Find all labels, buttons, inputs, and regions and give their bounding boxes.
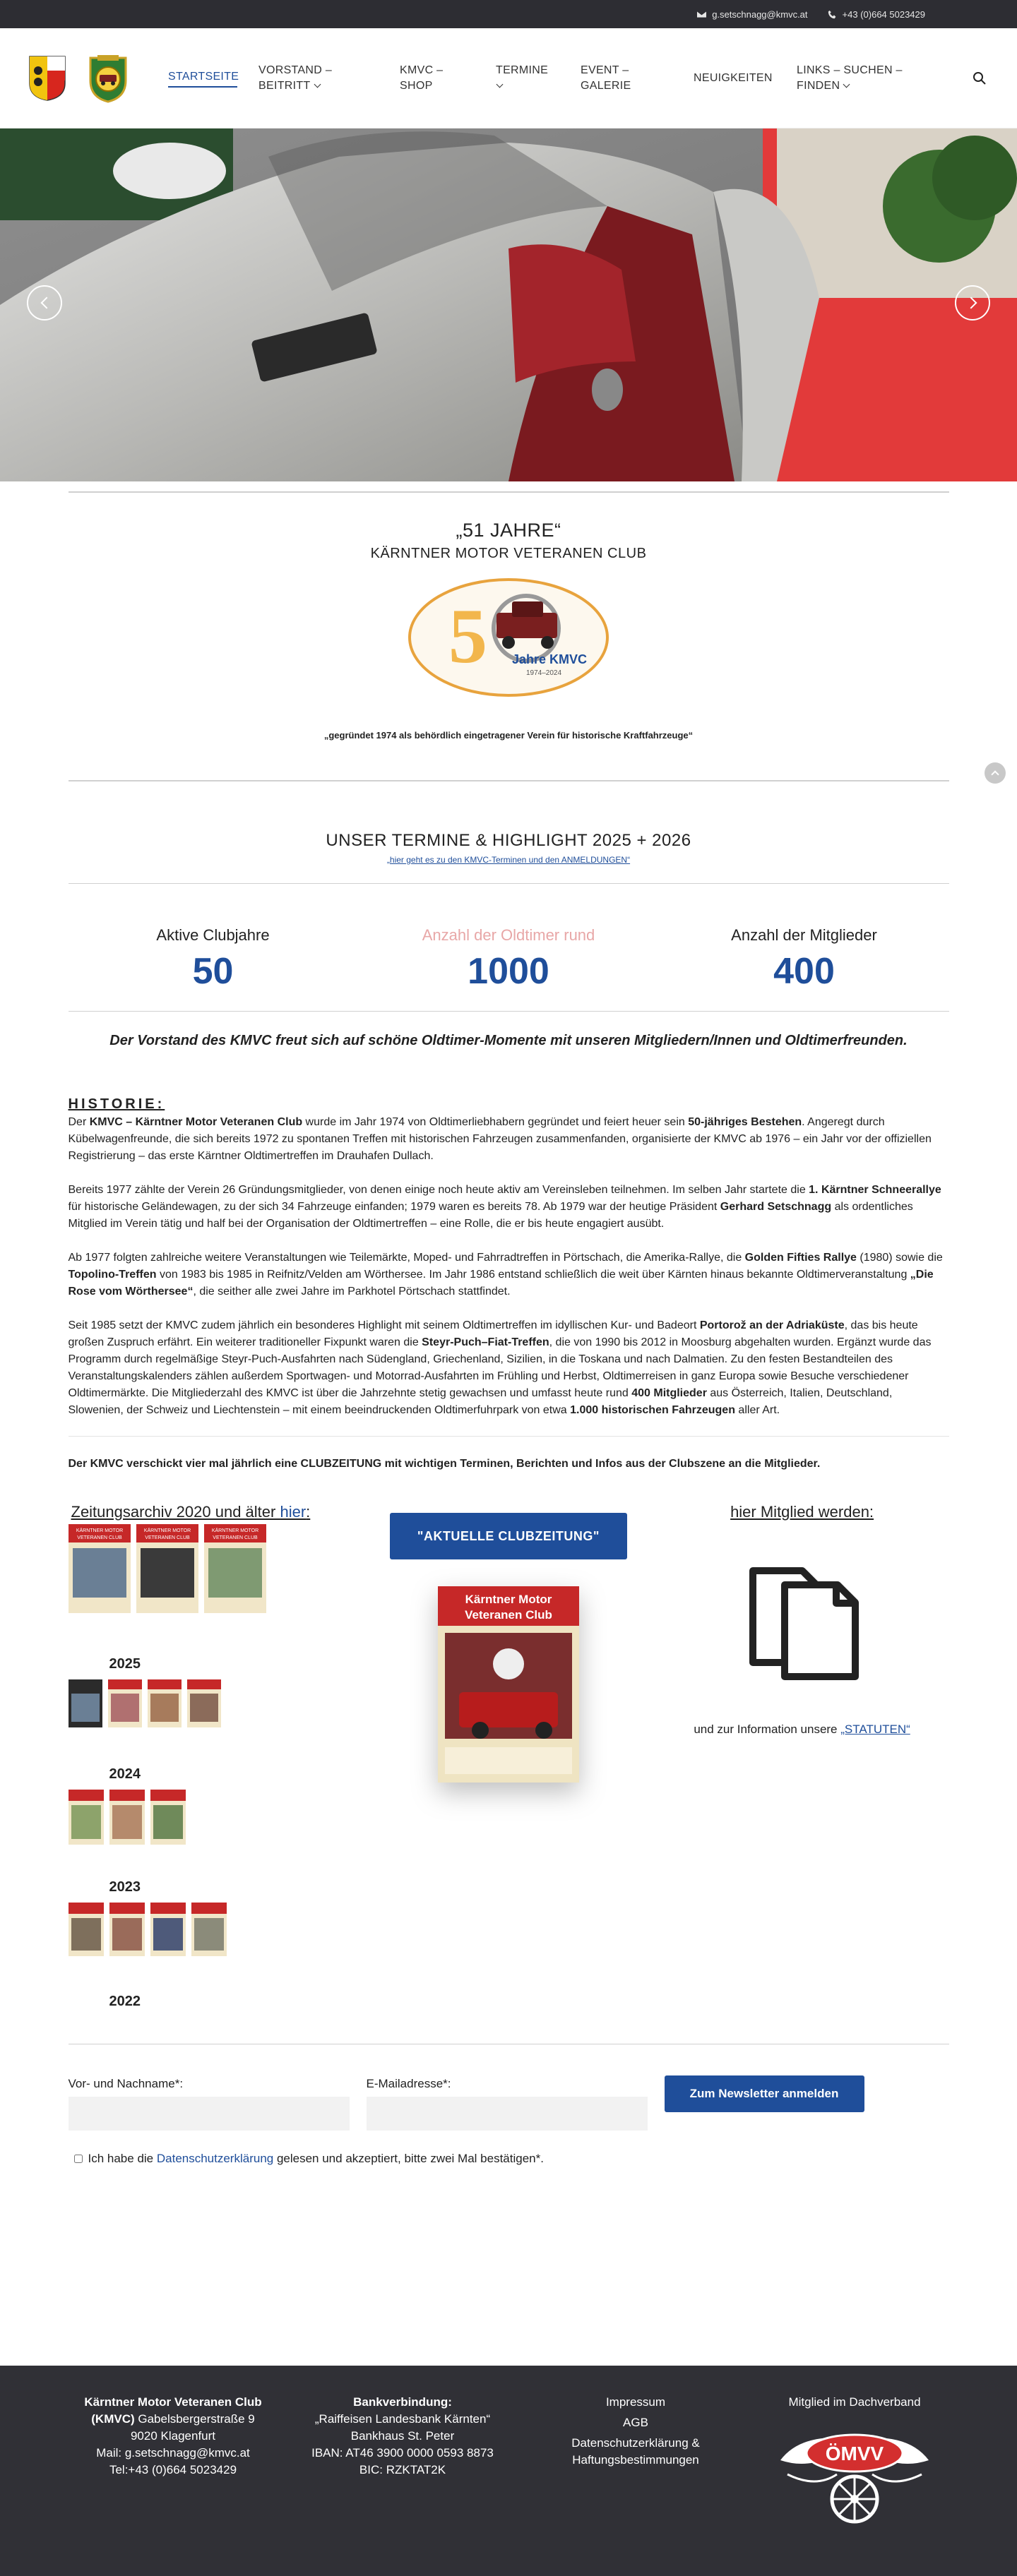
archive-cover[interactable] xyxy=(150,1790,186,1848)
cover-title: KÄRNTNER MOTOR xyxy=(143,1528,191,1533)
footer-bank-name: „Raiffeisen Landesbank Kärnten“ xyxy=(314,2412,491,2426)
current-clubzeitung-cover[interactable] xyxy=(438,1586,579,1786)
privacy-consent xyxy=(69,2152,949,2166)
slider-prev-button[interactable] xyxy=(27,285,62,320)
fifty-years-badge xyxy=(406,577,611,697)
nav-startseite[interactable] xyxy=(168,69,237,88)
bold-text: Gerhard Setschnagg xyxy=(720,1201,832,1213)
chevron-down-icon xyxy=(496,80,504,88)
nav-event-galerie[interactable] xyxy=(581,63,637,94)
hero-slider xyxy=(0,128,1017,481)
search-button[interactable] xyxy=(970,69,989,88)
vorstand-message: Der Vorstand des KMVC freut sich auf schöne Oldtimer-Momente mit unseren Mitgliedern/Innen und Oldtimerfreunden. xyxy=(109,1033,908,1048)
nav-startseite-label[interactable]: STARTSEITE xyxy=(168,70,239,83)
archive-cover[interactable] xyxy=(187,1679,221,1731)
bold-text: „Die Rose vom Wörthersee“ xyxy=(68,1269,934,1298)
search-icon xyxy=(973,71,987,85)
stats-row xyxy=(69,926,949,993)
statuten-text-prefix: und zur Information unsere xyxy=(694,1723,841,1736)
cover-title: KÄRNTNER MOTOR xyxy=(76,1528,123,1533)
footer-dachverband xyxy=(749,2394,961,2536)
archive-year-label: 2025 xyxy=(109,1656,141,1672)
archive-covers-2022 xyxy=(69,1903,362,1960)
footer-datenschutz-link[interactable]: Datenschutzerklärung & xyxy=(571,2436,700,2450)
stat-label: Anzahl der Oldtimer rund xyxy=(422,926,595,944)
stat-oldtimer xyxy=(392,926,625,993)
mitglied-werden-link[interactable]: hier Mitglied werden: xyxy=(730,1503,874,1521)
bold-text: Golden Fifties Rallye xyxy=(744,1252,857,1264)
nav-neuigkeiten-label[interactable]: NEUIGKEITEN xyxy=(694,71,773,84)
zeitungsarchiv-link[interactable]: hier xyxy=(280,1503,307,1521)
nav-vorstand-label-1[interactable]: VORSTAND – xyxy=(258,64,333,76)
footer-mail[interactable]: Mail: g.setschnagg@kmvc.at xyxy=(96,2446,250,2460)
documents-icon-graphic xyxy=(739,1557,866,1684)
datenschutz-link[interactable]: Datenschutzerklärung xyxy=(156,2152,274,2165)
nav-shop-label-1[interactable]: KMVC – xyxy=(400,64,444,76)
nav-termine-label[interactable]: TERMINE xyxy=(496,64,549,76)
oemvv-logo-graphic xyxy=(773,2418,936,2531)
email-label: E-Mailadresse*: xyxy=(366,2077,451,2090)
stat-label: Anzahl der Mitglieder xyxy=(731,926,877,944)
termine-section xyxy=(69,831,949,866)
clubzeitung-cover-image xyxy=(438,1586,579,1783)
hero-car-image xyxy=(0,128,1017,481)
archive-cover[interactable] xyxy=(69,1679,102,1731)
fifty-years-badge-graphic xyxy=(406,577,611,697)
topbar-email[interactable] xyxy=(697,9,807,20)
nav-galerie-label-1[interactable]: EVENT – xyxy=(581,64,629,76)
phone-icon xyxy=(828,10,837,19)
archive-cover[interactable] xyxy=(69,1524,131,1617)
chevron-down-icon xyxy=(314,80,321,88)
nav-neuigkeiten[interactable] xyxy=(694,71,775,86)
archive-cover[interactable] xyxy=(204,1524,266,1617)
zeitungsarchiv-heading-colon: : xyxy=(306,1503,311,1521)
bold-text: 50-jähriges Bestehen xyxy=(688,1116,802,1128)
footer-dachverband-label: Mitglied im Dachverband xyxy=(788,2395,921,2409)
chevron-up-icon xyxy=(991,770,999,778)
cover-title: VETERANEN CLUB xyxy=(144,1535,190,1540)
archive-cover[interactable] xyxy=(109,1790,145,1848)
founded-note: „gegründet 1974 als behördlich eingetragener Verein für historische Kraftfahrzeuge“ xyxy=(323,730,694,741)
bold-text: 1. Kärntner Schneerallye xyxy=(809,1184,941,1196)
cover-title: Kärntner Motor xyxy=(465,1593,552,1606)
badge-years: 1974–2024 xyxy=(526,669,562,677)
header-logos xyxy=(28,54,141,103)
historie-paragraph: Ab 1977 folgten zahlreiche weitere Veranstaltungen wie Teilemärkte, Moped- und Fahrradtreffen in Pörtschach, die Amerika-Rallye, die Golden Fifties Rallye (1980) sowie die Topolino-Treffen von 1983 bis 1985 in Reifnitz/Velden am Wörthersee. Im Jahr 1986 entstand schließlich die weit über Kärnten hinaus bekannte Oldtimerveranstaltung „Die Rose vom Wörthersee“, die seither alle zwei Jahre im Parkhotel Pörtschach stattfindet. xyxy=(68,1252,943,1298)
svg-text:5: 5 xyxy=(448,593,487,679)
divider xyxy=(69,780,949,781)
divider xyxy=(69,883,949,884)
footer-bank xyxy=(282,2394,523,2536)
footer-city: 9020 Klagenfurt xyxy=(130,2429,216,2443)
archive-covers-2025 xyxy=(69,1524,362,1617)
archive-cover[interactable] xyxy=(136,1524,198,1617)
archive-year-label: 2023 xyxy=(109,1879,141,1895)
nav-termine[interactable] xyxy=(496,63,552,94)
chevron-right-icon xyxy=(965,297,977,309)
footer-links xyxy=(530,2394,742,2536)
nav-galerie-label-2[interactable]: GALERIE xyxy=(581,79,631,92)
nav-links-label-1[interactable]: LINKS – SUCHEN – xyxy=(797,64,903,76)
cover-title: VETERANEN CLUB xyxy=(212,1535,258,1540)
bold-text: Portorož an der Adriaküste xyxy=(699,1319,845,1331)
footer-columns xyxy=(0,2366,1017,2536)
bold-text: KMVC – Kärntner Motor Veteranen Club xyxy=(89,1116,303,1128)
zeitungsarchiv-heading xyxy=(69,1503,362,1521)
topbar-phone[interactable] xyxy=(828,9,925,20)
termine-link[interactable]: „hier geht es zu den KMVC-Terminen und den ANMELDUNGEN“ xyxy=(386,855,631,865)
stat-mitglieder xyxy=(688,926,921,993)
name-label: Vor- und Nachname*: xyxy=(68,2077,184,2090)
nav-vorstand-beitritt[interactable] xyxy=(258,63,336,94)
main-content xyxy=(69,491,949,2166)
chevron-left-icon xyxy=(40,297,52,309)
club-name-subtitle: KÄRNTNER MOTOR VETERANEN CLUB xyxy=(370,546,647,561)
anniversary-title: „51 JAHRE“ xyxy=(456,520,561,541)
main-nav xyxy=(168,63,970,94)
divider xyxy=(69,491,949,493)
stat-value: 400 xyxy=(773,951,835,992)
name-input[interactable] xyxy=(69,2097,350,2131)
clubzeitung-info: Der KMVC verschickt vier mal jährlich eine CLUBZEITUNG mit wichtigen Terminen, Berichten und Infos aus der Clubszene an die Mitglieder. xyxy=(68,1458,821,1470)
archive-covers-2024 xyxy=(69,1679,362,1731)
nav-shop-label-2[interactable]: SHOP xyxy=(400,79,433,92)
historie-paragraph: Seit 1985 setzt der KMVC zudem jährlich ein besonderes Highlight mit seinem Oldtimertreffen im idyllischen Kur- und Badeort Portorož an der Adriaküste, das bis heute großen Zuspruch erfährt. Ein weiterer traditioneller Fixpunkt waren die Steyr-Puch–Fiat-Treffen, die von 1990 bis 2012 in Moosburg abgehalten wurden. Ergänzt wurde das Programm durch regelmäßige Steyr-Puch-Ausfahrten nach Südengland, Griechenland, Sizilien, in die Toskana und nach Dalmatien. Zu den festen Bestandteilen des Veranstaltungskalenders zählen außerdem Sportwagen- und Motorrad-Ausfahrten im Frühling und Herbst, Oldtimerreisen in ganz Europa sowie Besuche verschiedener Oldtimermärkte. Die Mitgliederzahl des KMVC ist über die Jahrzehnte stetig gewachsen und umfasst heute rund 400 Mitglieder aus Österreich, Italien, Deutschland, Slowenien, der Schweiz und Liechtenstein – mit einem beeindruckenden Oldtimerfuhrpark von etwa 1.000 historischen Fahrzeugen aller Art. xyxy=(68,1319,932,1416)
footer-impressum-link[interactable]: Impressum xyxy=(605,2395,666,2409)
archive-cover[interactable] xyxy=(69,1790,104,1848)
cover-title: VETERANEN CLUB xyxy=(76,1535,122,1540)
aktuelle-clubzeitung-button[interactable]: "AKTUELLE CLUBZEITUNG" xyxy=(390,1513,627,1559)
privacy-consent-text xyxy=(88,2152,544,2166)
statuten-text xyxy=(655,1723,949,1737)
mitglied-werden-column xyxy=(655,1503,949,2010)
archive-year-label: 2024 xyxy=(109,1766,141,1782)
topbar-email-text[interactable]: g.setschnagg@kmvc.at xyxy=(712,8,808,20)
email-field-group xyxy=(367,2077,648,2131)
termine-title: UNSER TERMINE & HIGHLIGHT 2025 + 2026 xyxy=(326,831,691,850)
site-footer xyxy=(0,2366,1017,2576)
zeitungsarchiv-column xyxy=(69,1503,362,2010)
name-field-group xyxy=(69,2077,350,2131)
zeitungsarchiv-heading-text: Zeitungsarchiv 2020 und älter xyxy=(71,1503,280,1521)
bold-text: Topolino-Treffen xyxy=(68,1269,157,1281)
archive-cover[interactable] xyxy=(191,1903,227,1960)
footer-club-abbr: (KMVC) xyxy=(91,2412,135,2426)
divider xyxy=(69,1011,949,1012)
archive-year-label: 2022 xyxy=(109,1994,141,2009)
slider-next-button[interactable] xyxy=(955,285,990,320)
archive-cover[interactable] xyxy=(108,1679,142,1731)
consent-suffix: gelesen und akzeptiert, bitte zwei Mal bestätigen*. xyxy=(273,2152,544,2165)
bold-text: 1.000 historischen Fahrzeugen xyxy=(570,1404,735,1416)
oemvv-logo-text: ÖMVV xyxy=(825,2443,884,2464)
footer-street: Gabelsbergerstraße 9 xyxy=(134,2412,255,2426)
nav-links-label-2[interactable]: FINDEN xyxy=(797,79,840,92)
footer-iban: IBAN: AT46 3900 0000 0593 8873 xyxy=(311,2446,494,2460)
nav-vorstand-label-2[interactable]: BEITRITT xyxy=(258,79,311,92)
site-header xyxy=(0,28,1017,128)
archive-covers-2023 xyxy=(69,1790,362,1848)
scroll-to-top-button[interactable] xyxy=(985,762,1006,784)
clubzeitung-section xyxy=(69,1503,949,2010)
footer-tel[interactable]: Tel:+43 (0)664 5023429 xyxy=(109,2463,237,2476)
kmvc-club-logo[interactable] xyxy=(86,54,130,103)
footer-bank-branch: Bankhaus St. Peter xyxy=(350,2429,455,2443)
archive-cover[interactable] xyxy=(148,1679,182,1731)
archive-cover[interactable] xyxy=(109,1903,145,1960)
historie-paragraph: Bereits 1977 zählte der Verein 26 Gründungsmitglieder, von denen einige noch heute aktiv am Vereinsleben teilnehmen. Im selben Jahr startete die 1. Kärntner Schneerallye für historische Geländewagen, zu der sich 34 Fahrzeuge einfanden; 1979 waren es bereits 78. Ab 1979 war der heutige Präsident Gerhard Setschnagg als ordentliches Mitglied im Verein tätig und half bei der Organisation der Oldtimertreffen – eine Rolle, die er bis heute engagiert ausübt. xyxy=(68,1184,941,1230)
divider xyxy=(69,1436,949,1437)
historie-heading: HISTORIE: xyxy=(68,1096,165,1112)
newsletter-row xyxy=(69,2075,949,2131)
anniversary-intro xyxy=(69,520,949,741)
newsletter-form xyxy=(69,2075,949,2166)
consent-prefix: Ich habe die xyxy=(88,2152,157,2165)
historie-paragraph: Der KMVC – Kärntner Motor Veteranen Club wurde im Jahr 1974 von Oldtimerliebhabern gegründet und feiert heuer sein 50-jähriges Bestehen. Angeregt durch Kübelwagenfreunde, die sich bereits 1972 zu spontanen Treffen mit historischen Fahrzeugen zusammenfanden, organisierte der KMVC ab 1976 – ein Jahr vor der offiziellen Registrierung – das erste Kärntner Oldtimertreffen im Drauhafen Dullach. xyxy=(68,1116,932,1162)
documents-icon[interactable] xyxy=(739,1557,866,1687)
stat-clubjahre xyxy=(97,926,330,993)
envelope-icon xyxy=(697,10,706,19)
footer-bic: BIC: RZKTAT2K xyxy=(359,2463,446,2476)
newsletter-submit-button[interactable]: Zum Newsletter anmelden xyxy=(665,2075,864,2112)
nav-kmvc-shop[interactable] xyxy=(400,63,449,94)
footer-bank-title: Bankverbindung: xyxy=(353,2395,452,2409)
badge-text: Jahre KMVC xyxy=(512,652,588,666)
cover-title: Veteranen Club xyxy=(465,1608,552,1622)
archive-cover[interactable] xyxy=(150,1903,186,1960)
privacy-checkbox[interactable] xyxy=(74,2155,83,2163)
chevron-down-icon xyxy=(843,80,850,88)
top-contact-bar xyxy=(0,0,1017,28)
aktuelle-clubzeitung-column xyxy=(362,1503,655,2010)
email-input[interactable] xyxy=(367,2097,648,2131)
topbar-phone-text[interactable]: +43 (0)664 5023429 xyxy=(842,8,925,20)
stat-label: Aktive Clubjahre xyxy=(156,926,270,944)
nav-links-suchen-finden[interactable] xyxy=(797,63,910,94)
cover-title: KÄRNTNER MOTOR xyxy=(211,1528,258,1533)
footer-club-name: Kärntner Motor Veteranen Club xyxy=(84,2395,262,2409)
footer-club-address xyxy=(64,2394,282,2536)
bold-text: 400 Mitglieder xyxy=(631,1387,707,1399)
archive-cover[interactable] xyxy=(69,1903,104,1960)
oemvv-logo[interactable] xyxy=(773,2418,936,2536)
stat-value: 1000 xyxy=(468,951,549,992)
statuten-link[interactable]: „STATUTEN“ xyxy=(840,1723,910,1736)
bold-text: Steyr-Puch–Fiat-Treffen xyxy=(422,1336,549,1348)
stat-value: 50 xyxy=(192,951,234,992)
footer-haftung-link[interactable]: Haftungsbestimmungen xyxy=(572,2453,699,2467)
carinthia-coat-of-arms-logo[interactable] xyxy=(28,55,66,102)
footer-agb-link[interactable]: AGB xyxy=(623,2416,648,2429)
historie-section xyxy=(69,1096,949,1419)
